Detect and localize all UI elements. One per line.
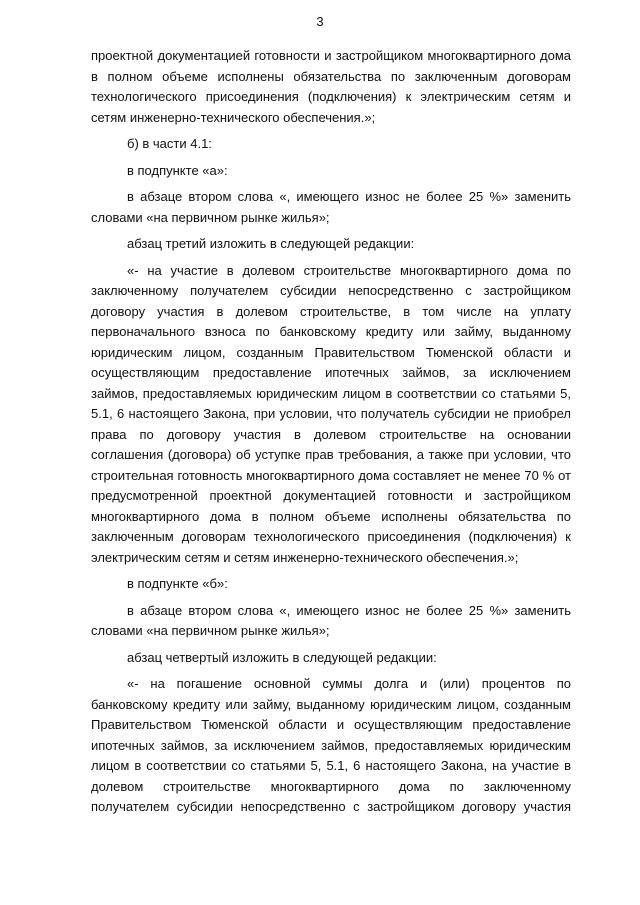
- paragraph-8: в абзаце втором слова «, имеющего износ не более 25 %» заменить словами «на первичном рынке жилья»;: [91, 602, 571, 638]
- paragraph-2: б) в части 4.1:: [127, 136, 212, 151]
- paragraph-4: в абзаце втором слова «, имеющего износ не более 25 %» заменить словами «на первичном рынке жилья»;: [91, 189, 571, 225]
- paragraph-7: в подпункте «б»:: [127, 576, 228, 591]
- paragraph-1: проектной документацией готовности и застройщиком многоквартирного дома в полном объеме исполнены обязательства по заключенным договорам технологического присоединения (подключения) к электрическим сетям и сетям инженерно-технического обеспечения.»;: [91, 48, 571, 125]
- paragraph-5: абзац третий изложить в следующей редакции:: [127, 236, 415, 251]
- paragraph-10: «- на погашение основной суммы долга и (или) процентов по банковскому кредиту или займу, выданному юридическим лицом, созданным Правительством Тюменской области и осуществляющим предоставление ипотечных займов, за исключением займов, предоставляемых юридическим лицом в соответствии со статьями 5, 5.1, 6 настоящего Закона, на участие в долевом строительстве многоквартирного дома по заключенному получателем субсидии непосредственно с застройщиком договору участия: [91, 676, 571, 814]
- paragraph-6: «- на участие в долевом строительстве многоквартирного дома по заключенному получателем субсидии непосредственно с застройщиком договору участия в долевом строительстве, в том числе на уплату первоначального взноса по банковскому кредиту или займу, выданному юридическим лицом, созданным Правительством Тюменской области и осуществляющим предоставление ипотечных займов, за исключением займов, предоставляемых юридическим лицом в соответствии со статьями 5, 5.1, 6 настоящего Закона, при условии, что получатель субсидии не приобрел права по договору участия в долевом строительстве на основании соглашения (договора) об уступке прав требования, а также при условии, что строительная готовность многоквартирного дома составляет не менее 70 % от предусмотренной проектной документацией готовности и застройщиком многоквартирного дома в полном объеме исполнены обязательства по заключенным договорам технологического присоединения (подключения) к электрическим сетям и сетям инженерно-технического обеспечения.»;: [91, 262, 571, 565]
- paragraph-9: абзац четвертый изложить в следующей редакции:: [127, 649, 437, 665]
- paragraph-3: в подпункте «а»:: [127, 162, 228, 178]
- page-number: 3: [316, 14, 324, 29]
- document-body: [91, 46, 571, 818]
